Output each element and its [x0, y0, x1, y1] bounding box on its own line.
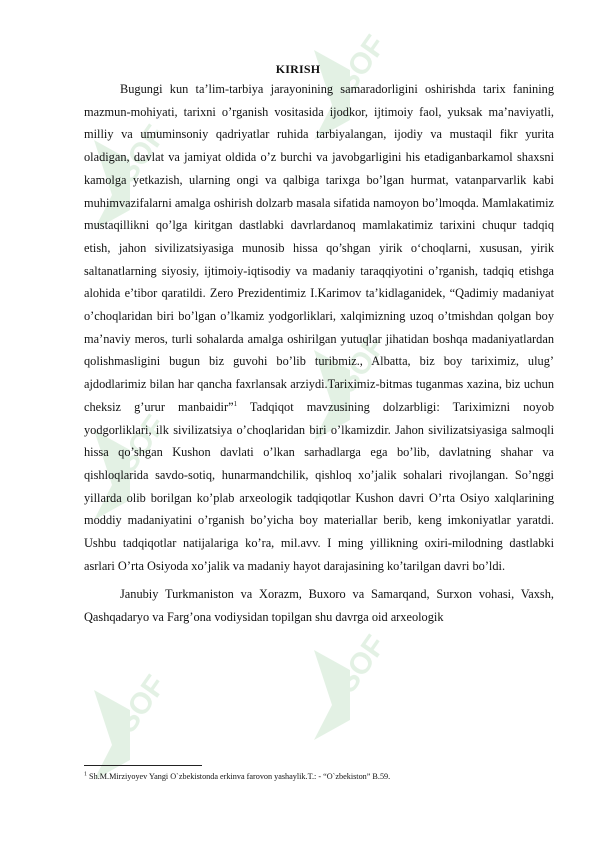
paragraph-2: Janubiy Turkmaniston va Xorazm, Buxoro va Samarqand, Surxon vohasi, Vaxsh, Qashqadaryo va Farg’ona vodiysidan topilgan shu davrga oid arxeologik [84, 587, 554, 625]
paragraph-1 [84, 78, 554, 577]
watermark-logo: SOF [80, 420, 170, 550]
footnote [84, 772, 554, 782]
footnote-number: 1 [84, 771, 87, 778]
watermark-logo: SOF [300, 40, 390, 170]
footnote-reference[interactable]: 1 [233, 399, 238, 408]
page-title: KIRISH [275, 62, 321, 76]
watermark-shape-icon [90, 690, 134, 800]
footnote-text: Sh.M.Mirziyoyev Yangi O`zbekistonda erkinva farovon yashaylik.T.: - “O`zbekiston” B.59. [87, 772, 391, 781]
watermark-logo: SOF [80, 130, 170, 260]
paragraph-1-continuation: Tadqiqot mavzusining dolzarbligi: Tariximizni noyob yodgorliklari, ilk sivilizatsiya o’choqlaridan biri o’lkamizdir. Jahon sivilizatsiyasiga salmoqli hissa qo’shgan Kushon davlati o’lkan sarhadlarga ega bo’lib, davlatning shahar va qishloqlarida savdo-sotiq, hunarmandchilik, qishloq xo’jalik sohalari rivojlangan. So’nggi yillarda olib borilgan ko’plab arxeologik tadqiqotlar Kushon davri O’rta Osiyo xalqlarining moddiy madaniyatini o’rganish bo’yicha boy materiallar berib, keng imkoniyatlar yaratdi. Ushbu tadqiqotlar natijalariga ko’ra, mil.avv. I ming yillikning oxiri-milodning dastlabki asrlari O’rta Osiyoda xo’jalik va madaniy hayot darajasining ko’tarilgan davri bo’ldi. [84, 399, 554, 573]
body-text [84, 78, 554, 629]
footnote-divider [84, 765, 202, 766]
paragraph-1-text: Bugungi kun ta’lim-tarbiya jarayonining samaradorligini oshirishda tarix fanining mazmun-mohiyati, tarixni o’rganish vositasida ijodkor, ijtimoiy faol, yuksak ma’naviyatli, milliy va umuminsoniy qadriyatlar ruhida tarbiyalangan, ijodiy va mustaqil fikr yurita oladigan, davlat va jamiyat oldida o’z burchi va javobgarligini his etadiganbarkamol shaxsni kamolga yetkazish, ularning ongi va qalbiga tarixga bo’lgan hurmat, vatanparvarlik kabi muhimvazifalarni amalga oshirish dolzarb masala sifatida namoyon bo’lmoqda. Mamlakatimiz mustaqillikni qo’lga kiritgan dastlabki davrlardanoq mamlakatimiz tarixini chuqur tadqiq etish, jahon sivilizatsiyasiga munosib hissa qo’shgan yirik o‘choqlarni, xususan, yirik saltanatlarning siyosiy, ijtimoiy-iqtisodiy va madaniy taraqqiyotini o’rganish, tadqiq etishga alohida e’tibor qaratildi. Zero Prezidentimiz I.Karimov ta’kidlaganidek, “Qadimiy madaniyat o’choqlaridan biri bo’lgan o’lkamiz yodgorliklari, xalqimizning uzoq o’tmishdan qolgan boy ma’naviy meros, turli sohalarda amalga oshirilgan yutuqlar jihatidan boshqa madaniyatlardan qolishmasligini bugun biz guvohi bo’lib turibmiz., Albatta, biz boy tariximiz, ulug’ ajdodlarimiz bilan har qancha faxrlansak arziydi.Tariximiz-bitmas tuganmas xazina, biz uchun cheksiz g’urur manbaidir” [84, 82, 554, 414]
watermark-logo: SOF [300, 640, 390, 770]
watermark-shape-icon [310, 650, 354, 760]
watermark-logo: SOF [300, 340, 390, 470]
watermark-logo: SOF [80, 680, 170, 810]
